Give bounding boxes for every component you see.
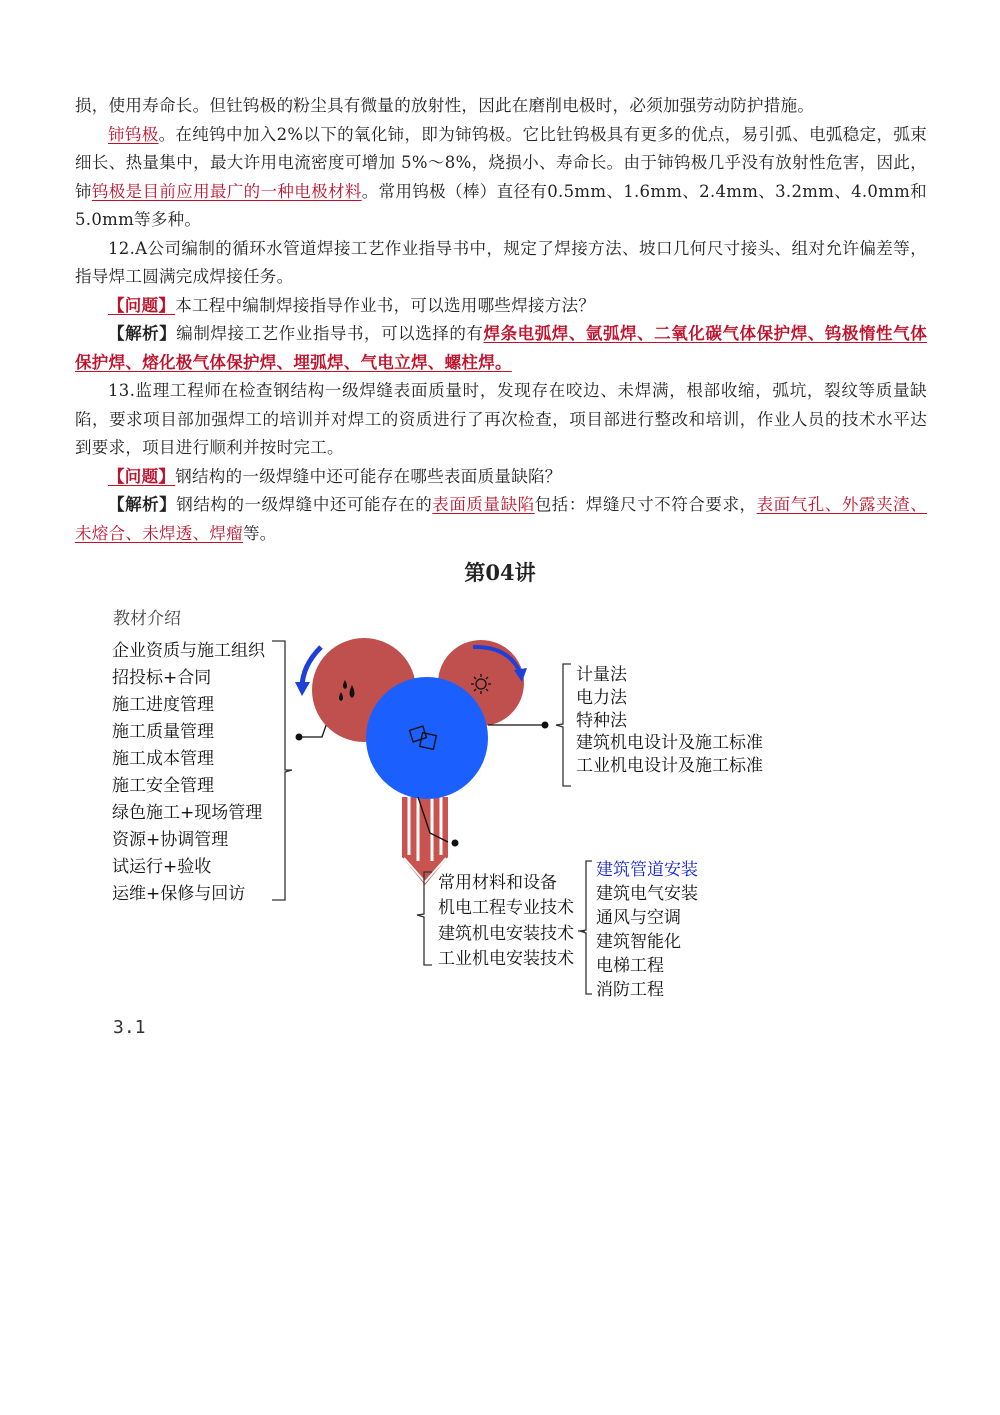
list-item: 电梯工程	[596, 956, 664, 977]
question-2: 【问题】钢结构的一级焊缝中还可能存在哪些表面质量缺陷？	[108, 466, 562, 486]
answer-2: 【解析】钢结构的一级焊缝中还可能存在的表面质量缺陷包括：焊缝尺寸不符合要求，表面气孔、外露夹渣、未熔合、未焊透、焊瘤等。	[75, 495, 928, 543]
list-item: 计量法	[576, 665, 627, 685]
diagram-label: 教材介绍	[113, 609, 181, 629]
list-item: 施工进度管理	[112, 695, 214, 715]
paragraph-case-12: 12.A公司编制的循环水管道焊接工艺作业指导书中，规定了焊接方法、坡口几何尺寸接头、组对允许偏差等，指导焊工圆满完成焊接任务。	[75, 238, 927, 286]
list-item: 试运行+验收	[112, 857, 212, 877]
list-item: 工业机电设计及施工标准	[576, 756, 763, 777]
term-cerium-tungsten: 铈钨极	[108, 124, 159, 144]
installation-subtopic-list	[596, 858, 698, 1003]
list-item: 招投标+合同	[112, 668, 212, 688]
list-item: 施工质量管理	[112, 722, 214, 742]
question-tag: 【问题】	[108, 466, 176, 486]
right-bracket	[556, 664, 571, 786]
sub-bracket	[580, 861, 592, 994]
bottom-bracket	[417, 872, 432, 965]
technology-list	[438, 871, 574, 972]
list-item: 通风与空调	[596, 908, 681, 929]
paragraph-2: 铈钨极。在纯钨中加入2%以下的氧化铈，即为铈钨极。它比钍钨极具有更多的优点，易引弧、电弧稳定，弧束细长、热量集中，最大许用电流密度可增加 5%～8%，烧损小、寿命长。由于铈钨极几乎没有放射性危害，因此，铈钨极是目前应用最广的一种电极材料。常用钨极（棒）直径有0.5mm、1.6mm、2.4mm、3.2mm、4.0mm和5.0mm等多种。	[75, 124, 927, 229]
welding-methods-highlight: 焊条电弧焊、氩弧焊、二氧化碳气体保护焊、钨极惰性气体保护焊、熔化极气体保护焊、埋弧焊、气电立焊、螺柱焊。	[75, 324, 927, 372]
left-topic-list	[112, 638, 265, 908]
law-standard-list	[576, 664, 763, 778]
list-item: 企业资质与施工组织	[112, 641, 265, 661]
answer-1: 【解析】编制焊接工艺作业指导书，可以选择的有焊条电弧焊、氩弧焊、二氧化碳气体保护焊、钨极惰性气体保护焊、熔化极气体保护焊、埋弧焊、气电立焊、螺柱焊。	[75, 324, 927, 372]
list-item: 工业机电安装技术	[438, 948, 574, 969]
arrow-left-head	[295, 682, 310, 696]
list-item: 建筑电气安装	[596, 884, 698, 905]
left-bracket	[272, 641, 292, 900]
question-1: 【问题】本工程中编制焊接指导作业书，可以选用哪些焊接方法？	[108, 295, 596, 315]
list-item: 特种法	[576, 710, 627, 731]
defect-list-highlight: 表面气孔、外露夹渣、未熔合、未焊透、焊瘤	[75, 495, 928, 543]
question-tag: 【问题】	[108, 295, 176, 315]
lecture-title: 第04讲	[464, 560, 536, 585]
highlight-most-used: 钨极是目前应用最广的一种电极材料	[91, 181, 362, 201]
surface-defects-highlight: 表面质量缺陷	[432, 495, 535, 514]
list-item: 施工成本管理	[112, 749, 214, 769]
list-item: 运维+保修与回访	[112, 884, 246, 904]
connector-dot-right	[542, 722, 549, 729]
list-item-highlighted: 建筑管道安装	[596, 860, 698, 880]
answer-tag: 【解析】	[108, 324, 177, 343]
paragraph-case-13: 13.监理工程师在检查钢结构一级焊缝表面质量时，发现存在咬边、未焊满，根部收缩，弧坑，裂纹等质量缺陷，要求项目部加强焊工的培训并对焊工的资质进行了再次检查，项目部进行整改和培训，作业人员的技术水平达到要求，项目进行顺利并按时完工。	[75, 381, 927, 457]
list-item: 机电工程专业技术	[438, 898, 574, 919]
answer-tag: 【解析】	[108, 495, 177, 514]
list-item: 消防工程	[596, 980, 664, 1001]
list-item: 建筑机电安装技术	[438, 923, 574, 944]
list-item: 施工安全管理	[112, 776, 214, 796]
paragraph-1: 损，使用寿命长。但钍钨极的粉尘具有微量的放射性，因此在磨削电极时，必须加强劳动防护措施。	[75, 96, 815, 115]
list-item: 建筑智能化	[596, 932, 681, 953]
list-item: 绿色施工+现场管理	[112, 803, 263, 823]
connector-dot-pencil	[452, 840, 459, 847]
list-item: 电力法	[576, 687, 627, 708]
list-item: 资源+协调管理	[112, 830, 229, 850]
list-item: 常用材料和设备	[438, 873, 557, 893]
list-item: 建筑机电设计及施工标准	[576, 733, 763, 754]
page-number: 3.1	[113, 1017, 146, 1038]
